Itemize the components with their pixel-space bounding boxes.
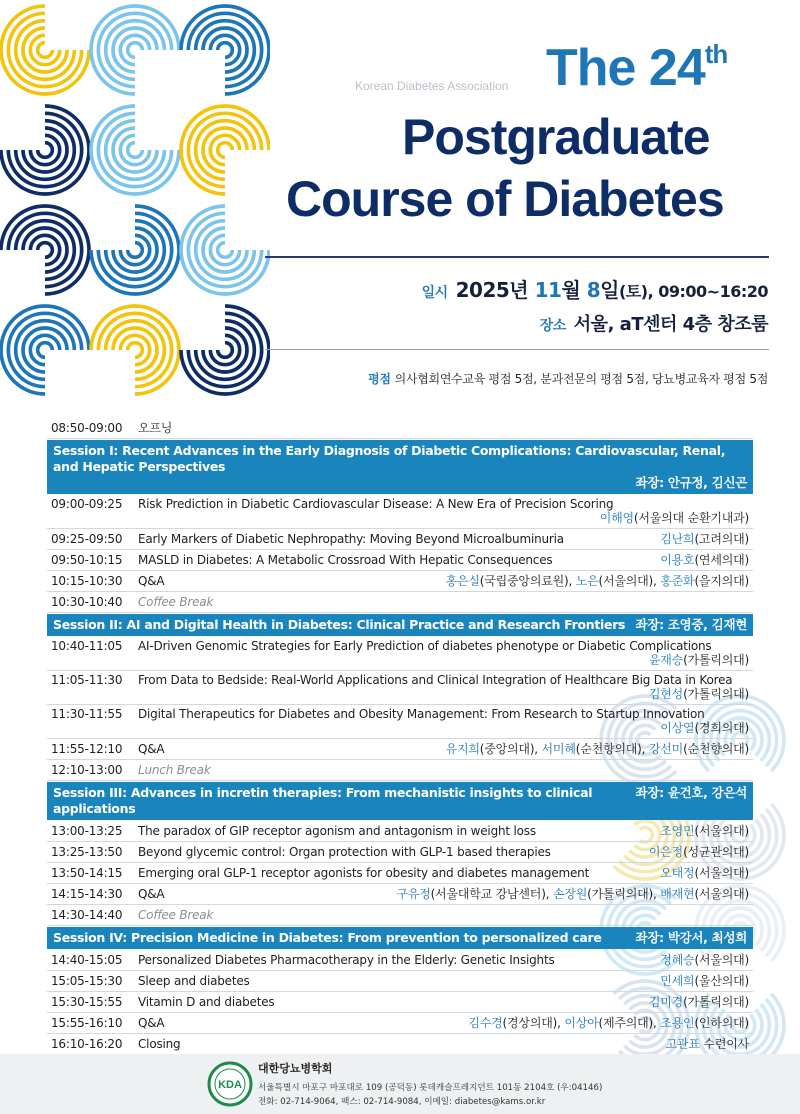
- break-row: 12:10-13:00 Lunch Break: [47, 760, 753, 781]
- speaker: 이은정(성균관의대): [648, 845, 749, 859]
- pattern-tile: [1, 306, 89, 394]
- event-date: 일시 2025년 11월 8일(토), 09:00~16:20: [421, 278, 768, 302]
- talk-row: 15:05-15:30 Sleep and diabetes 민세희(울산의대): [47, 971, 753, 992]
- qa-row: 14:15-14:30 Q&A 구유정(서울대학교 강남센터), 손장원(가톨릭의대), 배재현(서울의대): [47, 884, 753, 905]
- speaker: 정혜승(서울의대): [660, 953, 749, 967]
- title-line-3: Course of Diabetes: [286, 171, 724, 227]
- svg-text:KDA: KDA: [218, 1079, 242, 1091]
- session-4-chair: 좌장: 박강서, 최성희: [635, 930, 747, 945]
- session-4-header: Session IV: Precision Medicine in Diabetes: From prevention to personalized care 좌장: 박강서, 최성희: [47, 927, 753, 949]
- talk-row: 09:00-09:25 Risk Prediction in Diabetic Cardiovascular Disease: A New Era of Precision Scoring 이해영(서울의대 순환기내과): [47, 495, 753, 529]
- talk-row: 13:00-13:25 The paradox of GIP receptor agonism and antagonism in weight loss 조영민(서울의대): [47, 821, 753, 842]
- venue-label: 장소: [539, 318, 566, 334]
- org-contact: 전화: 02-714-9064, 팩스: 02-714-9084, 이메일: diabetes@kams.or.kr: [258, 1097, 546, 1107]
- date-label: 일시: [421, 285, 448, 301]
- pattern-tile: [91, 6, 179, 94]
- title-line-2: Postgraduate: [402, 109, 710, 165]
- decorative-pattern-left: [0, 0, 270, 400]
- qa-row: 11:55-12:10 Q&A 유지희(중앙의대), 서미혜(순천향의대), 강선미(순천향의대): [47, 739, 753, 760]
- org-name: 대한당뇨병학회: [258, 1062, 333, 1075]
- speaker: 김난희(고려의대): [660, 532, 749, 546]
- session-1-chair: 좌장: 안규정, 김신곤: [635, 475, 747, 490]
- divider-bottom: [265, 349, 769, 350]
- speaker: 고관표 수련이사: [665, 1037, 749, 1051]
- speaker: 이해영(서울의대 순환기내과): [599, 511, 749, 525]
- session-1-header: Session I: Recent Advances in the Early Diagnosis of Diabetic Complications: Cardiovascular, Renal, and Hepatic Perspectives 좌장: 안규정, 김신곤: [47, 440, 753, 494]
- speaker: 김미경(가톨릭의대): [648, 995, 749, 1009]
- pattern-tile: [1, 206, 89, 294]
- speaker: 윤재승(가톨릭의대): [648, 653, 749, 667]
- divider-top: [265, 256, 769, 258]
- talk-row: 10:40-11:05 AI-Driven Genomic Strategies for Early Prediction of diabetes phenotype or Diabetic Complications 윤재승(가톨릭의대): [47, 637, 753, 671]
- pattern-tile: [181, 206, 269, 294]
- speaker: 이상열(경희의대): [660, 721, 749, 735]
- pattern-tile: [181, 306, 269, 394]
- panel: 홍은실(국립중앙의료원), 노은(서울의대), 홍준화(을지의대): [445, 574, 749, 588]
- org-address: 서울특별시 마포구 마포대로 109 (공덕동) 롯데캐슬프레지던트 101동 2104호 (우:04146): [258, 1083, 603, 1093]
- speaker: 이용호(연세의대): [660, 553, 749, 567]
- talk-row: 14:40-15:05 Personalized Diabetes Pharmacotherapy in the Elderly: Genetic Insights 정혜승(서울의대): [47, 950, 753, 971]
- session-3-chair: 좌장: 윤건호, 강은석: [635, 785, 747, 800]
- talk-row: 09:50-10:15 MASLD in Diabetes: A Metabolic Crossroad With Hepatic Consequences 이용호(연세의대): [47, 550, 753, 571]
- break-row: 10:30-10:40 Coffee Break: [47, 592, 753, 613]
- qa-row: 10:15-10:30 Q&A 홍은실(국립중앙의료원), 노은(서울의대), 홍준화(을지의대): [47, 571, 753, 592]
- pattern-tile: [1, 6, 89, 94]
- pattern-tile: [181, 106, 269, 194]
- pattern-tile: [91, 106, 179, 194]
- event-venue: 장소 서울, aT센터 4층 창조룸: [539, 314, 768, 335]
- association-name: Korean Diabetes Association: [355, 79, 509, 93]
- talk-row: 13:25-13:50 Beyond glycemic control: Organ protection with GLP-1 based therapies 이은정(성균관의대): [47, 842, 753, 863]
- speaker: 오태정(서울의대): [660, 866, 749, 880]
- credit-info: 평점 의사협회연수교육 평점 5점, 분과전문의 평점 5점, 당뇨병교육자 평점 5점: [368, 372, 768, 386]
- panel: 구유정(서울대학교 강남센터), 손장원(가톨릭의대), 배재현(서울의대): [396, 887, 749, 901]
- break-row: 14:30-14:40 Coffee Break: [47, 905, 753, 926]
- program-table: [47, 418, 753, 1055]
- panel: 유지희(중앙의대), 서미혜(순천향의대), 강선미(순천향의대): [445, 742, 749, 756]
- talk-row: 09:25-09:50 Early Markers of Diabetic Nephropathy: Moving Beyond Microalbuminuria 김난희(고려의대): [47, 529, 753, 550]
- speaker: 민세희(울산의대): [660, 974, 749, 988]
- pattern-tile: [1, 106, 89, 194]
- pattern-tile: [91, 206, 179, 294]
- session-2-chair: 좌장: 조영중, 김재현: [635, 617, 747, 632]
- talk-row: 15:30-15:55 Vitamin D and diabetes 김미경(가톨릭의대): [47, 992, 753, 1013]
- session-2-header: Session II: AI and Digital Health in Diabetes: Clinical Practice and Research Frontiers 좌장: 조영중, 김재현: [47, 614, 753, 636]
- talk-row: 11:05-11:30 From Data to Bedside: Real-World Applications and Clinical Integration of Healthcare Big Data in Korea 김현성(가톨릭의대): [47, 671, 753, 705]
- pattern-tile: [181, 6, 269, 94]
- speaker: 조영민(서울의대): [660, 824, 749, 838]
- talk-row: 11:30-11:55 Digital Therapeutics for Diabetes and Obesity Management: From Research to Startup Innovation 이상열(경희의대): [47, 705, 753, 739]
- pattern-tile: [91, 306, 179, 394]
- qa-row: 15:55-16:10 Q&A 김수경(경상의대), 이상아(제주의대), 조용인(인하의대): [47, 1013, 753, 1034]
- kda-logo: [207, 1061, 253, 1107]
- footer: [0, 1054, 800, 1114]
- speaker: 김현성(가톨릭의대): [648, 687, 749, 701]
- title-edition: The 24th: [546, 38, 728, 97]
- panel: 김수경(경상의대), 이상아(제주의대), 조용인(인하의대): [468, 1016, 749, 1030]
- program-row-opening: 08:50-09:00 오프닝: [47, 418, 753, 439]
- talk-row: 13:50-14:15 Emerging oral GLP-1 receptor agonists for obesity and diabetes management 오태정(서울의대): [47, 863, 753, 884]
- session-3-header: Session III: Advances in incretin therapies: From mechanistic insights to clinical applications 좌장: 윤건호, 강은석: [47, 782, 753, 820]
- program-row-closing: 16:10-16:20 Closing 고관표 수련이사: [47, 1034, 753, 1055]
